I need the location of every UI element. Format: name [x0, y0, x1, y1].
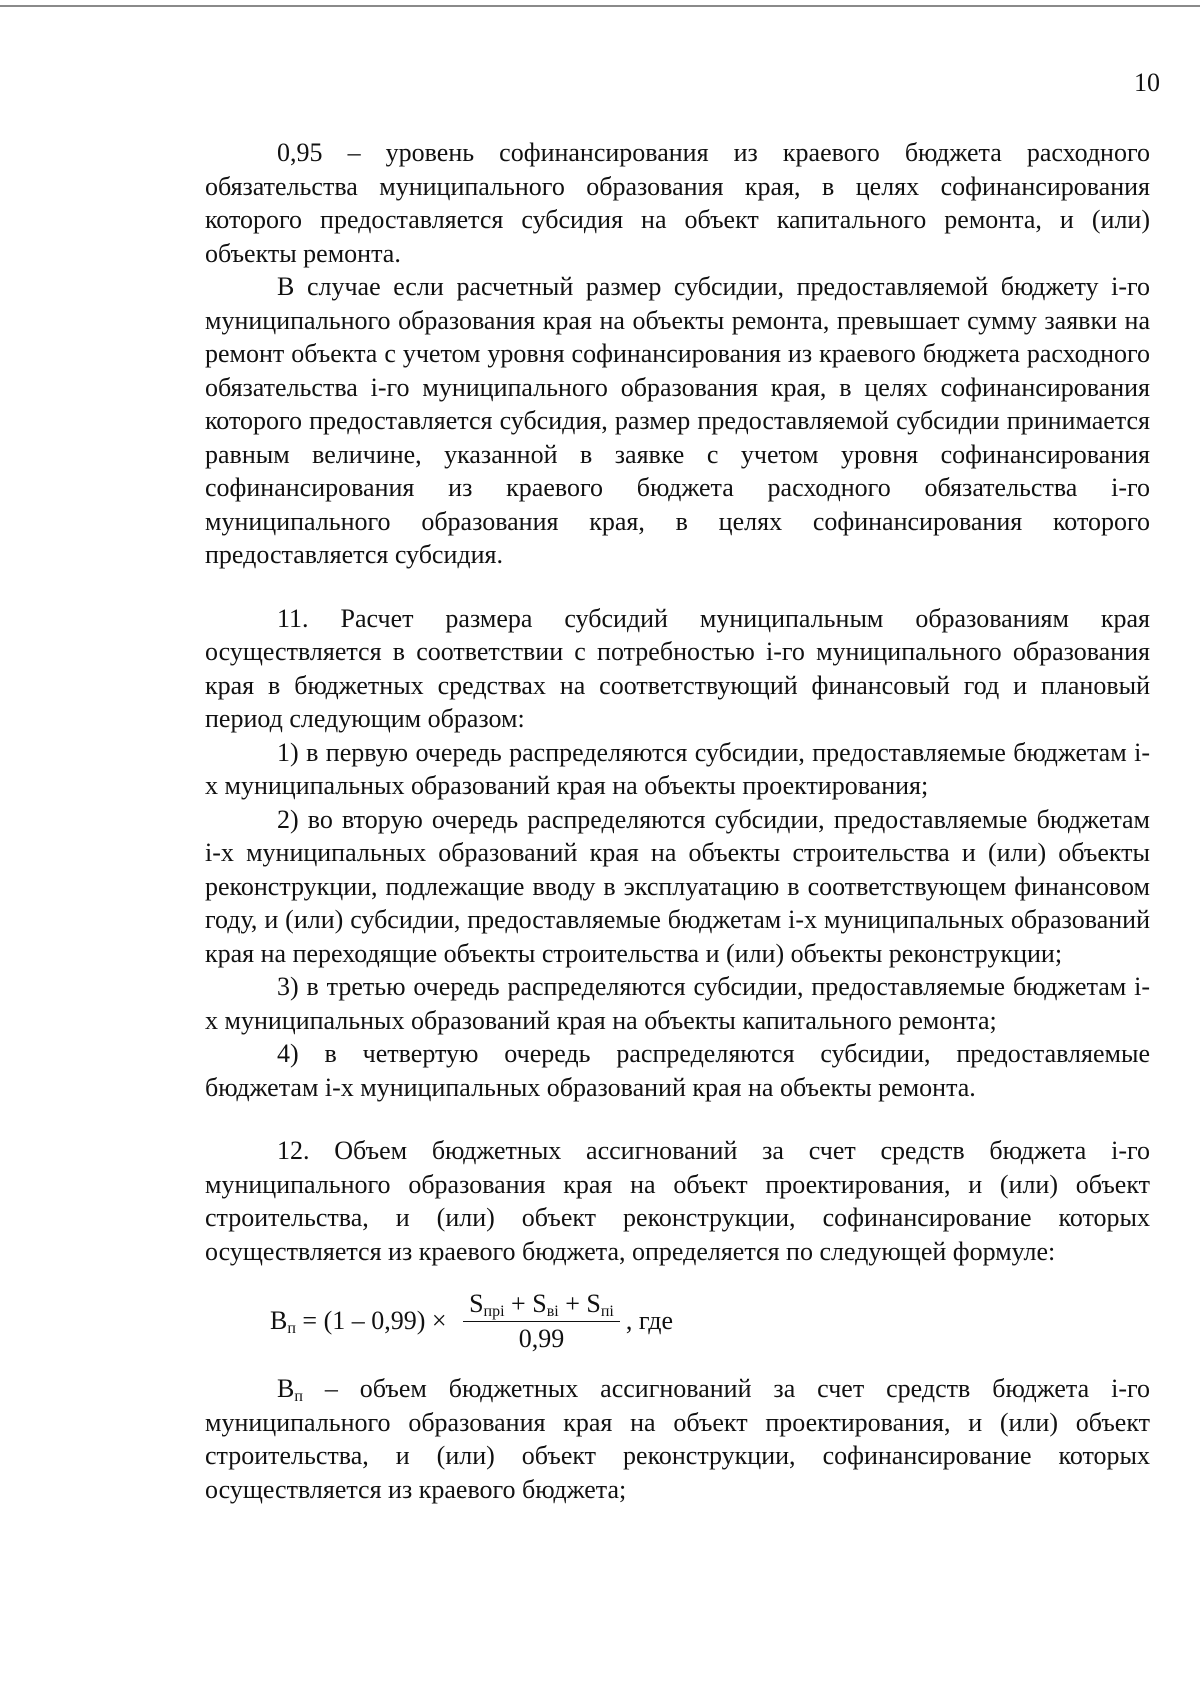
- variable-symbol: $В_п$: [277, 1374, 303, 1405]
- top-rule: [0, 5, 1200, 7]
- list-item-third: 3) в третью очередь распределяются субсидии, предоставляемые бюджетам i-х муниципальных образований края на объекты капитального ремонта;: [205, 972, 1150, 1035]
- paragraph-subsidy-excess: В случае если расчетный размер субсидии, предоставляемой бюджету i-го муниципального образования края на объекты ремонта, превышает сумму заявки на ремонт объекта с учетом уровня софинансирования из краевого бюджета расходного обязательства i-го муниципального образования края, в целях софинансирования которого предоставляется субсидия, размер предоставляемой субсидии принимается равным величине, указанной в заявке с учетом уровня софинансирования софинансирования из краевого бюджета расходного обязательства i-го муниципального образования края, в целях софинансирования которого предоставляется субсидия.: [205, 272, 1150, 569]
- formula: [270, 1286, 1150, 1356]
- formula-lhs: $В_п$: [270, 1306, 296, 1337]
- formula-numerator: $S_{прi} + S_{вi} + S_{пi}$: [463, 1289, 620, 1322]
- paragraph-cofinancing-level: 0,95 – уровень софинансирования из краевого бюджета расходного обязательства муниципального образования края, в целях софинансирования которого предоставляется субсидия на объект капитального ремонта, и (или) объекты ремонта.: [205, 138, 1150, 268]
- list-item-fourth: 4) в четвертую очередь распределяются субсидии, предоставляемые бюджетам i-х муниципальных образований края на объекты ремонта.: [205, 1039, 1150, 1102]
- paragraph-variable-definition: $В_п$ – объем бюджетных ассигнований за счет средств бюджета i-го муниципального образования края на объект проектирования, и (или) объект строительства, и (или) объект реконструкции, софинансирование которых осуществляется из краевого бюджета;: [205, 1374, 1150, 1504]
- formula-fraction: [463, 1289, 620, 1354]
- paragraph-section-12: 12. Объем бюджетных ассигнований за счет средств бюджета i-го муниципального образования края на объект проектирования, и (или) объект строительства, и (или) объект реконструкции, софинансирование которых осуществляется из краевого бюджета, определяется по следующей формуле:: [205, 1136, 1150, 1266]
- formula-suffix: , где: [625, 1306, 673, 1335]
- page-body: [205, 136, 1150, 1506]
- paragraph-section-11: 11. Расчет размера субсидий муниципальным образованиям края осуществляется в соответствии с потребностью i-го муниципального образования края в бюджетных средствах на соответствующий финансовый год и плановый период следующим образом:: [205, 603, 1150, 733]
- formula-multiplier: = (1 – 0,99) ×: [295, 1306, 454, 1335]
- page-number: 10: [1134, 68, 1160, 97]
- formula-denominator: 0,99: [518, 1323, 565, 1353]
- list-item-second: 2) во вторую очередь распределяются субсидии, предоставляемые бюджетам i-х муниципальных образований края на объекты строительства и (или) объекты реконструкции, подлежащие вводу в эксплуатацию в соответствующем финансовом году, и (или) субсидии, предоставляемые бюджетам i-х муниципальных образований края на переходящие объекты строительства и (или) объекты реконструкции;: [205, 804, 1150, 968]
- list-item-first: 1) в первую очередь распределяются субсидии, предоставляемые бюджетам i-х муниципальных образований края на объекты проектирования;: [205, 737, 1150, 800]
